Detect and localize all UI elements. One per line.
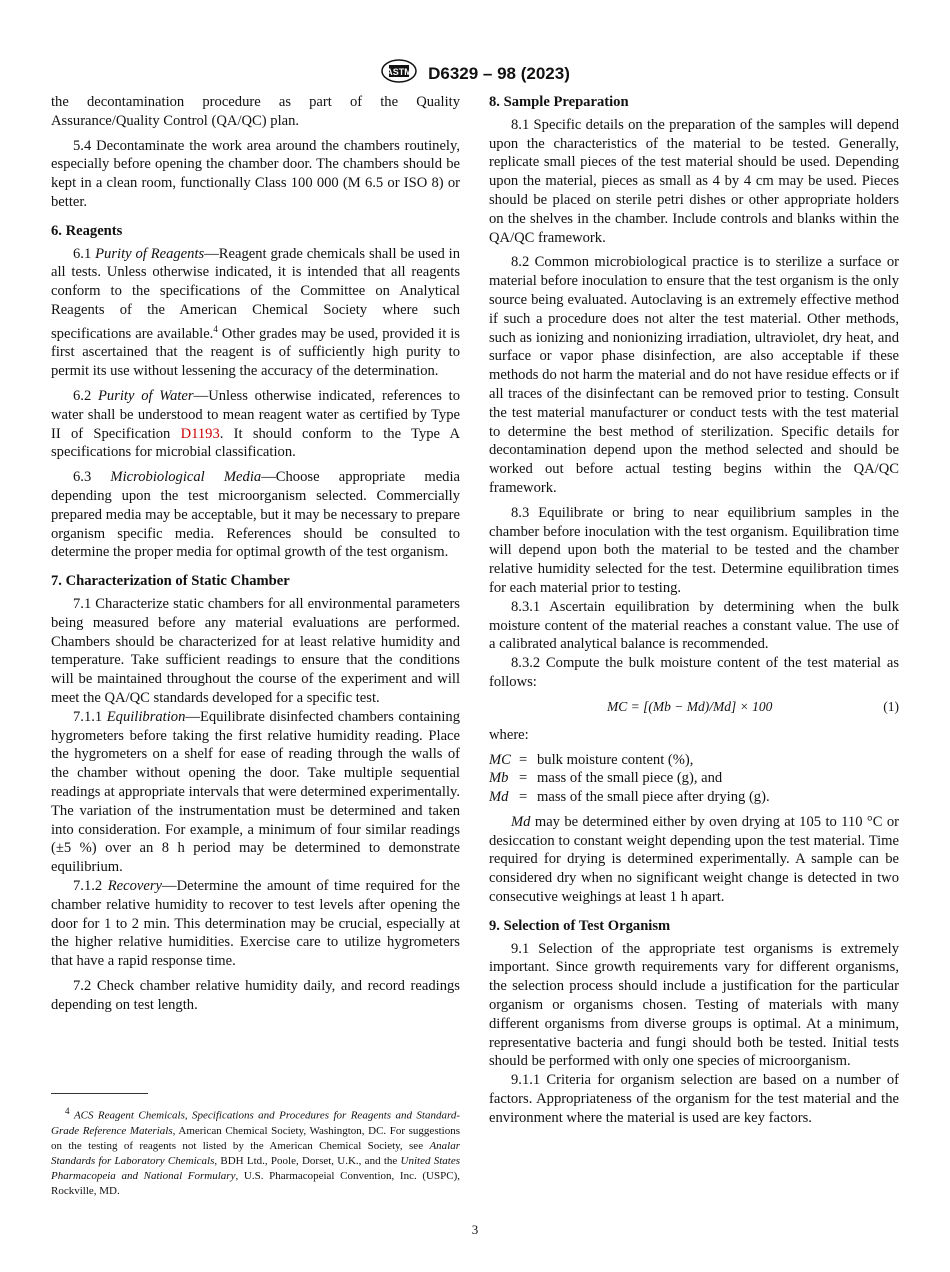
section-heading-8: 8. Sample Preparation xyxy=(489,94,629,110)
paragraph-5-4: 5.4 Decontaminate the work area around the chambers routinely, especially before opening the chamber door. The chambers should be kept in a clean room, functionally Class 100 000 (M 6.5 or ISO 8) or better. xyxy=(51,137,460,210)
paragraph-md: Md may be determined either by oven drying at 105 to 110 °C or desiccation to constant weight depending upon the test material. Time required for drying is determined experimentally. A sample can be considered dry when no significant weight change is detected in two consecutive weighings at least 1 h apart. xyxy=(489,813,899,906)
paragraph-6-3: 6.3 Microbiological Media—Choose appropriate media depending upon the test microorganism selected. Commercially prepared media may be acceptable, but it may be necessary to prepare organism specific media. References should be consulted to determine the proper media for optimal growth of the test organism. xyxy=(51,469,461,561)
definition-row: Md = mass of the small piece after drying (g). xyxy=(489,789,770,806)
svg-text:ASTM: ASTM xyxy=(386,67,412,77)
equation-number: (1) xyxy=(883,698,899,714)
paragraph-8-3-1: 8.3.1 Ascertain equilibration by determining when the bulk moisture content of the material reaches a constant value. The use of a calibrated analytical balance is recommended. xyxy=(489,598,899,653)
section-heading-9: 9. Selection of Test Organism xyxy=(489,917,671,934)
paragraph-8-3: 8.3 Equilibrate or bring to near equilibrium samples in the chamber before inoculation with the test organism. Equilibration time will depend upon both the material to be tested and the chamber relative humidity selected for the test. Determine equilibration times for each material prior to testing. xyxy=(489,504,899,596)
standard-designation: D6329 – 98 (2023) xyxy=(428,63,570,83)
definition-row: MC = bulk moisture content (%), xyxy=(489,751,694,768)
paragraph-7-1: 7.1 Characterize static chambers for all environmental parameters being measured before any material evaluations are performed. Chambers should be characterized for at least relative humidity and temperature. Take sufficient readings to ensure that the conditions will be maintained throughout the course of the experiment and will meet the QA/QC standards developed for a specific test. xyxy=(51,595,460,706)
definition-row: Mb = mass of the small piece (g), and xyxy=(489,770,723,787)
d1193-link[interactable]: D1193 xyxy=(180,425,220,442)
equation-body: MC = [(Mb − Md)/Md] × 100 xyxy=(607,698,773,714)
paragraph-7-1-2: 7.1.2 Recovery—Determine the amount of time required for the chamber relative humidity to recover to test levels after opening the door for 1 to 2 min. This determination may be crucial, especially at the higher relative humidities. Exercise care to utilize hygrometers that have a rapid response time. xyxy=(51,877,460,970)
astm-logo-icon xyxy=(380,58,418,89)
paragraph-6-1: 6.1 Purity of Reagents—Reagent grade chemicals shall be used in all tests. Unless otherwise indicated, it is intended that all reagents conform to the specifications of the Committee on Analytical Reagents of the American Chemical Society where such specifications are available.$^4$ Other grades may be used, provided it is first ascertained that the reagent is of sufficiently high purity to permit its use without lessening the accuracy of the determination. xyxy=(51,245,460,380)
paragraph-7-1-1: 7.1.1 Equilibration—Equilibrate disinfected chambers containing hygrometers before taking the first relative humidity reading. Place the hygrometers on a shelf for ease of reading through the walls of the chamber without opening the door. Take multiple sequential readings at appropriate intervals that were determined experimentally. The variation of the instrumentation must be determined and taken into consideration. For example, a minimum of four similar readings (±5 %) over an 8 h period may be determined to demonstrate equilibrium. xyxy=(51,708,460,876)
paragraph-7-2: 7.2 Check chamber relative humidity daily, and record readings depending on test length. xyxy=(51,977,460,1013)
left-column xyxy=(51,93,460,1021)
equation-1 xyxy=(489,696,899,718)
paragraph-9-1: 9.1 Selection of the appropriate test organisms is extremely important. Since growth requirements vary for different organisms, the selection process should include a justification for the particular organism or organisms chosen. Testing of materials with many different organisms from diverse groups is optimal. At a minimum, representative bacteria and fungi should both be tested. Initial tests should be performed with only one species of microorganism. xyxy=(489,940,899,1070)
section-heading-6: 6. Reagents xyxy=(51,222,123,239)
variable-definitions xyxy=(489,751,899,807)
paragraph: the decontamination procedure as part of the Quality Assurance/Quality Control (QA/QC) plan. xyxy=(51,94,460,129)
paragraph-8-2: 8.2 Common microbiological practice is to sterilize a surface or material before inoculation to ensure that the test organism is the only source being evaluated. Autoclaving is an extremely effective method if such a procedure does not alter the test material. Other methods, such as ionizing and nonionizing irradiation, ultraviolet, dry heat, and surface or vapor phase disinfection, are also acceptable if these methods do not harm the material and do not have residue effects or if all traces of the disinfectant can be removed prior to testing. Consult the test material manufacturer or conduct tests with the test material to determine the best method of sterilization. Specific details for decontamination depend upon the method selected and should be worked out before actual testing begins within the QA/QC framework. xyxy=(489,254,899,496)
footnote-ref[interactable]: 4 xyxy=(213,323,218,334)
page-header xyxy=(0,58,950,89)
where-label: where: xyxy=(489,726,529,743)
paragraph-8-3-2: 8.3.2 Compute the bulk moisture content of the test material as follows: xyxy=(489,655,899,690)
right-column xyxy=(489,93,899,1134)
footnote-divider xyxy=(51,1093,148,1094)
section-heading-7: 7. Characterization of Static Chamber xyxy=(51,573,290,590)
paragraph-9-1-1: 9.1.1 Criteria for organism selection are based on a number of factors. Appropriateness of the organism for the test material and the environment where the material is used are key factors. xyxy=(489,1072,899,1126)
footnote-4: $^4$ ACS Reagent Chemicals, Specifications and Procedures for Reagents and Standard-Grade Reference Materials, American Chemical Society, Washington, DC. For suggestions on the testing of reagents not listed by the American Chemical Society, see Analar Standards for Laboratory Chemicals, BDH Ltd., Poole, Dorset, U.K., and the United States Pharmacopeia and National Formulary, U.S. Pharmacopeial Convention, Inc. (USPC), Rockville, MD. xyxy=(51,1106,461,1197)
paragraph-8-1: 8.1 Specific details on the preparation of the samples will depend upon the characteristics of the material to be tested. Generally, replicate small pieces of the test material should be used. Depending upon the material, pieces as small as 4 by 4 cm may be used. Pieces should be placed on sterile petri dishes or other appropriate holders on the shelves in the chamber. Include controls and blanks within the QA/QC framework. xyxy=(489,116,899,246)
paragraph-6-2: 6.2 Purity of Water—Unless otherwise indicated, references to water shall be understood to mean reagent water as certified by Type II of Specification D1193. It should conform to the Type A specifications for microbial classification. xyxy=(51,388,460,461)
page-number: 3 xyxy=(471,1222,479,1237)
